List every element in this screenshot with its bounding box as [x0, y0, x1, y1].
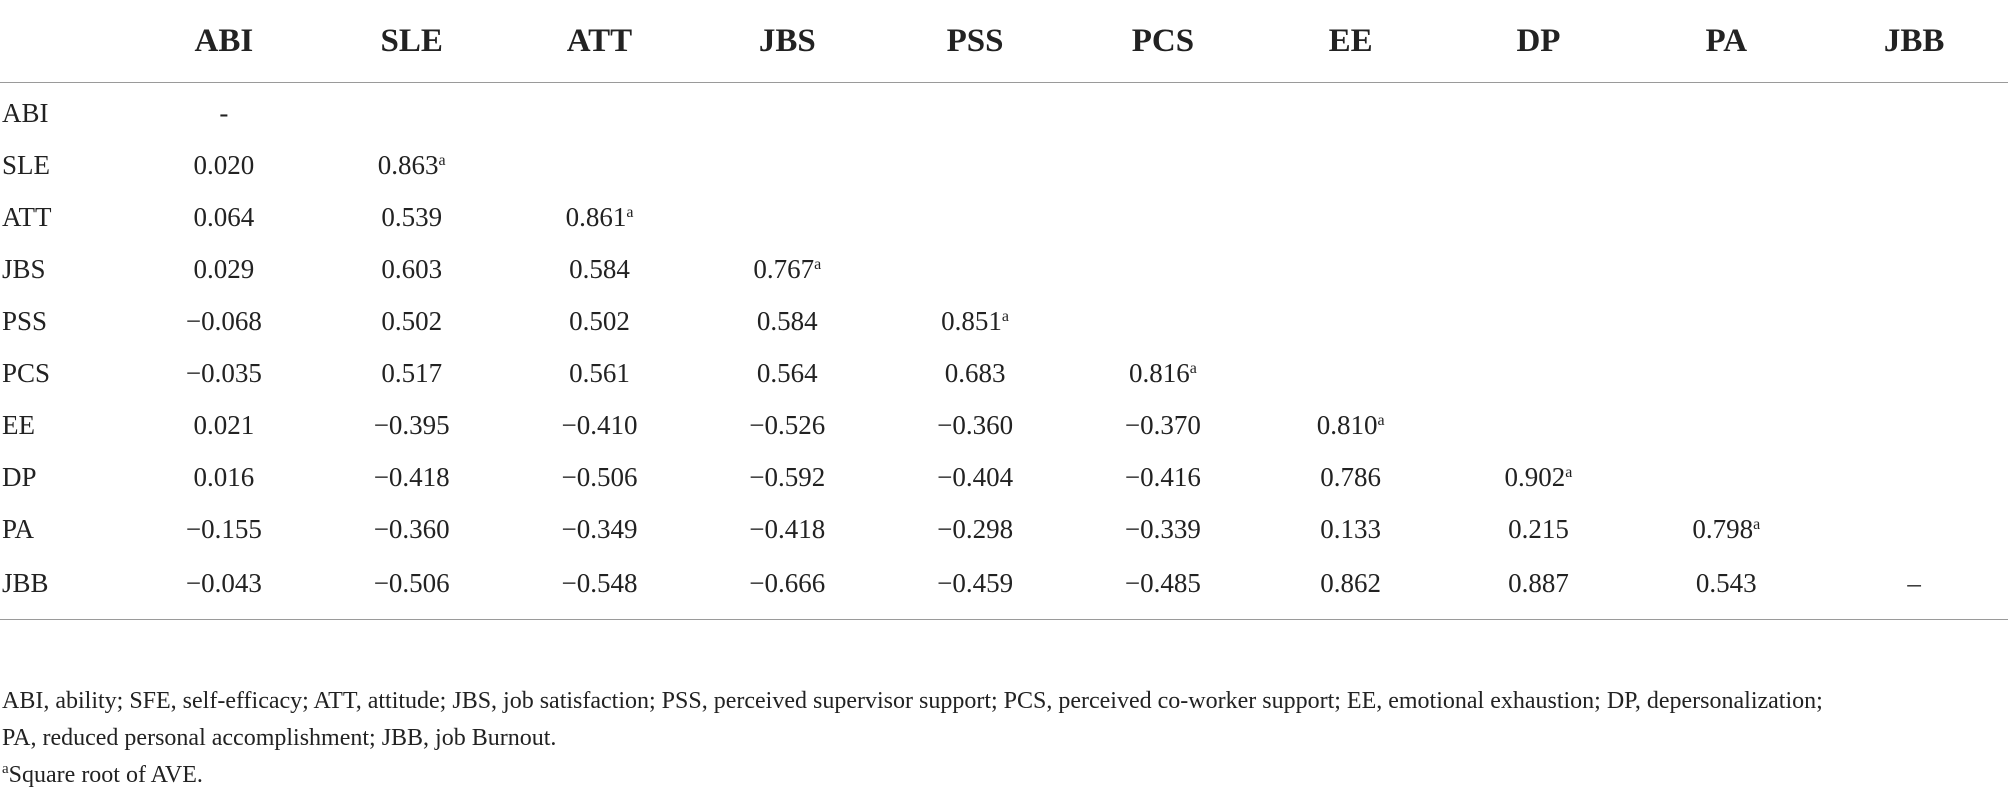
cell-value: −0.298: [937, 513, 1014, 544]
cell-value: 0.887: [1508, 567, 1569, 598]
table-cell: [881, 191, 1069, 243]
table-cell: [693, 295, 881, 347]
cell-value: 0.561: [569, 357, 630, 388]
table-row: [0, 347, 2008, 399]
header-corner: [0, 0, 130, 83]
table-cell: [1069, 399, 1257, 451]
table-cell: [1632, 503, 1820, 555]
table-cell: [1632, 83, 1820, 140]
cell-value: −0.485: [1124, 567, 1201, 598]
table-cell: [1820, 139, 2008, 191]
cell-value: 0.683: [944, 357, 1006, 388]
table-row: [0, 399, 2008, 451]
table-cell: [130, 503, 318, 555]
column-header-dp: DP: [1445, 0, 1633, 83]
table-cell: [1445, 347, 1633, 399]
ave-superscript: a: [1001, 307, 1010, 325]
table-row: [0, 555, 2008, 620]
table-cell: [1820, 83, 2008, 140]
cell-value: 0.603: [381, 253, 443, 284]
table-cell: [881, 555, 1069, 620]
table-cell: [130, 295, 318, 347]
cell-value: 0.862: [1320, 567, 1382, 598]
table-cell: [506, 399, 694, 451]
cell-value: 0.851: [941, 305, 1002, 336]
table-cell: [1069, 139, 1257, 191]
table-cell: [506, 555, 694, 620]
cell-value: −0.548: [561, 567, 638, 598]
table-cell: [1820, 451, 2008, 503]
cell-value: −0.370: [1124, 409, 1201, 440]
table-cell: [693, 139, 881, 191]
table-cell: [130, 139, 318, 191]
abbreviations-note: [2, 683, 2002, 757]
table-cell: [1069, 191, 1257, 243]
table-cell: [130, 83, 318, 140]
table-cell: [318, 243, 506, 295]
table-cell: [1257, 243, 1445, 295]
row-header-pa: PA: [2, 513, 35, 544]
table-cell: [318, 191, 506, 243]
row-header-dp: DP: [2, 461, 37, 492]
table-cell: [1445, 399, 1633, 451]
column-header-ee: EE: [1257, 0, 1445, 83]
cell-value: −0.404: [937, 461, 1014, 492]
table-body: [0, 83, 2008, 620]
cell-value: −0.416: [1124, 461, 1201, 492]
cell-value: −0.360: [373, 513, 450, 544]
cell-value: 0.584: [569, 253, 630, 284]
table-cell: [1445, 451, 1633, 503]
table-cell: [1257, 399, 1445, 451]
cell-value: −0.592: [749, 461, 826, 492]
cell-value: 0.564: [756, 357, 818, 388]
table-cell: [881, 295, 1069, 347]
table-row: [0, 191, 2008, 243]
cell-value: 0.021: [193, 409, 255, 440]
table-cell: [1257, 347, 1445, 399]
table-cell: [318, 451, 506, 503]
table-cell: [506, 191, 694, 243]
cell-value: 0.767: [753, 253, 815, 284]
cell-value: −0.459: [937, 567, 1014, 598]
table-cell: [506, 83, 694, 140]
cell-value: 0.798: [1692, 513, 1754, 544]
row-header-pss: PSS: [2, 305, 48, 336]
cell-value: −0.035: [185, 357, 262, 388]
table-cell: [1632, 347, 1820, 399]
table-cell: [130, 191, 318, 243]
row-header-sle: SLE: [2, 149, 51, 180]
cell-value: 0.539: [381, 201, 443, 232]
ave-superscript: a: [438, 151, 446, 169]
table-cell: [318, 555, 506, 620]
cell-value: 0.016: [193, 461, 255, 492]
column-header-pss: PSS: [881, 0, 1069, 83]
table-cell: [1820, 503, 2008, 555]
table-cell: [1257, 451, 1445, 503]
table-cell: [693, 555, 881, 620]
cell-value: -: [219, 97, 229, 128]
table-row: [0, 139, 2008, 191]
cell-value: 0.133: [1320, 513, 1382, 544]
table-cell: [130, 555, 318, 620]
table-cell: [1069, 555, 1257, 620]
table-cell: [881, 83, 1069, 140]
cell-value: –: [1907, 567, 1921, 598]
row-header-jbb: JBB: [0, 555, 130, 620]
table-cell: [881, 503, 1069, 555]
row-header-abi: ABI: [2, 97, 49, 128]
table-cell: [693, 243, 881, 295]
table-cell: [693, 191, 881, 243]
table-cell: [881, 399, 1069, 451]
table-cell: [1069, 503, 1257, 555]
table-cell: [1820, 295, 2008, 347]
table-cell: [318, 139, 506, 191]
table-cell: [506, 243, 694, 295]
table-cell: [1257, 139, 1445, 191]
abbreviations-line-1: ABI, ability; SFE, self-efficacy; ATT, attitude; JBS, job satisfaction; PSS, perceived supervisor support; PCS, perceived co-worker support; EE, emotional exhaustion; DP, depersonalization;: [2, 688, 1823, 714]
table-cell: [506, 503, 694, 555]
table-cell: [1445, 139, 1633, 191]
table-cell: [1445, 243, 1633, 295]
cell-value: 0.816: [1128, 357, 1190, 388]
ave-superscript: a: [626, 203, 634, 221]
table-cell: [1257, 191, 1445, 243]
table-cell: [1257, 295, 1445, 347]
cell-value: 0.215: [1508, 513, 1569, 544]
table-cell: [1632, 555, 1820, 620]
table-cell: [1820, 555, 2008, 620]
table-cell: [1820, 347, 2008, 399]
table-cell: [1257, 83, 1445, 140]
table-cell: [1257, 503, 1445, 555]
cell-value: −0.360: [937, 409, 1014, 440]
footnote: [2, 757, 2002, 794]
table-cell: [130, 347, 318, 399]
column-header-att: ATT: [506, 0, 694, 83]
cell-value: 0.543: [1695, 567, 1757, 598]
table-cell: [1820, 243, 2008, 295]
table-cell: [506, 451, 694, 503]
table-cell: [1445, 555, 1633, 620]
header-row: [0, 0, 2008, 83]
table-row: [0, 83, 2008, 140]
footnote-mark: a: [2, 761, 9, 777]
table-cell: [318, 347, 506, 399]
row-header-ee: EE: [2, 409, 35, 440]
table-row: [0, 451, 2008, 503]
cell-value: −0.506: [561, 461, 638, 492]
cell-value: 0.502: [569, 305, 630, 336]
table-cell: [506, 139, 694, 191]
cell-value: −0.339: [1124, 513, 1201, 544]
table-cell: [1445, 83, 1633, 140]
cell-value: −0.395: [373, 409, 450, 440]
cell-value: −0.349: [561, 513, 638, 544]
cell-value: 0.810: [1316, 409, 1378, 440]
table-cell: [130, 399, 318, 451]
column-header-jbb: JBB: [1820, 0, 2008, 83]
column-header-pa: PA: [1632, 0, 1820, 83]
table-cell: [693, 347, 881, 399]
table-cell: [1069, 83, 1257, 140]
table-cell: [1257, 555, 1445, 620]
table-cell: [506, 347, 694, 399]
table-row: [0, 295, 2008, 347]
ave-superscript: a: [1753, 515, 1761, 533]
table-cell: [318, 83, 506, 140]
table-cell: [693, 83, 881, 140]
column-header-pcs: PCS: [1069, 0, 1257, 83]
table-cell: [1445, 295, 1633, 347]
table-cell: [318, 503, 506, 555]
cell-value: −0.043: [185, 567, 262, 598]
table-cell: [1632, 243, 1820, 295]
cell-value: 0.584: [756, 305, 818, 336]
table-cell: [1632, 191, 1820, 243]
table-cell: [1069, 451, 1257, 503]
cell-value: −0.666: [749, 567, 826, 598]
cell-value: −0.526: [749, 409, 826, 440]
cell-value: 0.786: [1320, 461, 1382, 492]
table-cell: [1632, 139, 1820, 191]
cell-value: 0.502: [381, 305, 443, 336]
table-cell: [130, 451, 318, 503]
table-cell: [1820, 191, 2008, 243]
cell-value: −0.410: [561, 409, 638, 440]
cell-value: 0.863: [377, 149, 439, 180]
table-cell: [1445, 503, 1633, 555]
table-cell: [318, 295, 506, 347]
cell-value: 0.029: [193, 253, 255, 284]
column-header-jbs: JBS: [693, 0, 881, 83]
ave-superscript: a: [1189, 359, 1197, 377]
cell-value: −0.506: [373, 567, 450, 598]
footnote-text: Square root of AVE.: [8, 762, 203, 788]
cell-value: 0.902: [1504, 461, 1566, 492]
column-header-abi: ABI: [130, 0, 318, 83]
table-cell: [881, 243, 1069, 295]
table-row: [0, 503, 2008, 555]
table-row: [0, 243, 2008, 295]
row-header-jbs: JBS: [2, 253, 46, 284]
table-cell: [1069, 347, 1257, 399]
cell-value: 0.064: [193, 201, 255, 232]
ave-superscript: a: [1377, 411, 1385, 429]
cell-value: −0.418: [373, 461, 450, 492]
cell-value: 0.861: [565, 201, 627, 232]
table-cell: [1069, 295, 1257, 347]
cell-value: 0.517: [381, 357, 443, 388]
table-cell: [693, 399, 881, 451]
row-header-att: ATT: [2, 201, 52, 232]
abbreviations-line-2: PA, reduced personal accomplishment; JBB, job Burnout.: [2, 725, 557, 751]
table-cell: [130, 243, 318, 295]
cell-value: −0.418: [749, 513, 826, 544]
table-cell: [881, 139, 1069, 191]
table-cell: [1820, 399, 2008, 451]
table-cell: [506, 295, 694, 347]
ave-superscript: a: [1565, 463, 1573, 481]
table-cell: [693, 451, 881, 503]
table-cell: [318, 399, 506, 451]
cell-value: −0.068: [185, 305, 262, 336]
table-cell: [881, 451, 1069, 503]
table-cell: [1632, 451, 1820, 503]
table-cell: [881, 347, 1069, 399]
table-cell: [693, 503, 881, 555]
cell-value: 0.020: [193, 149, 255, 180]
table-cell: [1069, 243, 1257, 295]
table-cell: [1632, 295, 1820, 347]
column-header-sle: SLE: [318, 0, 506, 83]
row-header-pcs: PCS: [2, 357, 51, 388]
ave-superscript: a: [814, 255, 822, 273]
table-cell: [1445, 191, 1633, 243]
cell-value: −0.155: [185, 513, 262, 544]
table-notes: [2, 683, 2002, 794]
table-cell: [1632, 399, 1820, 451]
